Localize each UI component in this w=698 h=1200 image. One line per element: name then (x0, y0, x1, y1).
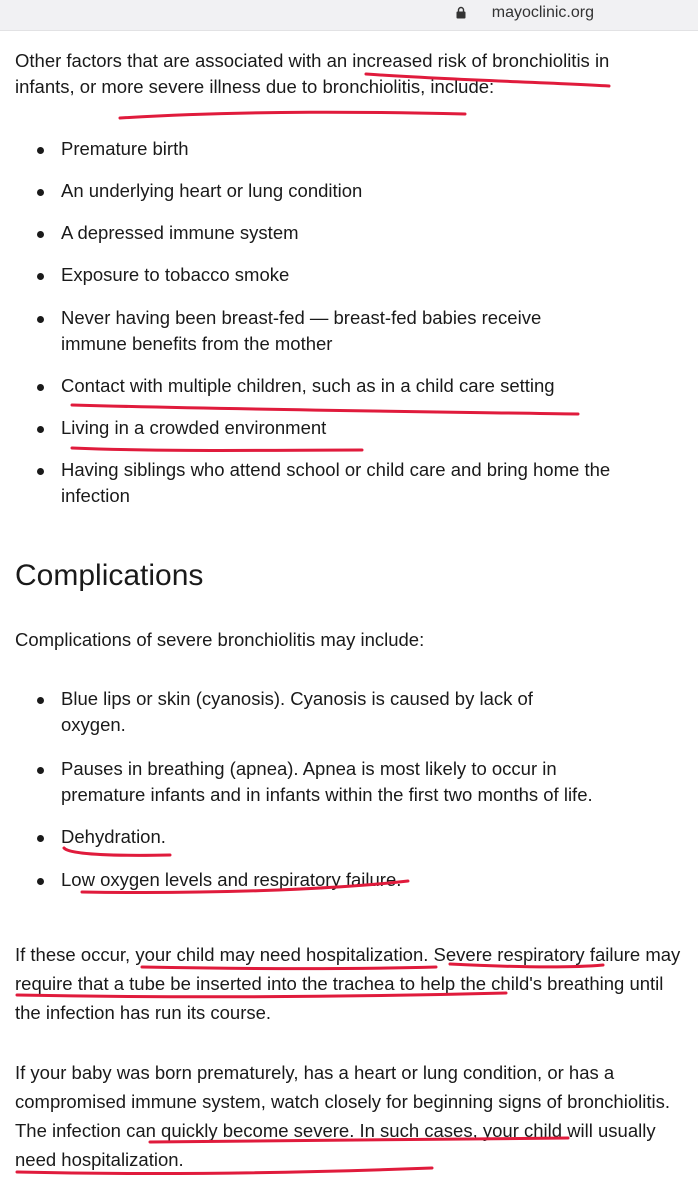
premature-paragraph (15, 1058, 685, 1174)
underline-mark (72, 448, 362, 451)
bullet-icon (37, 697, 44, 704)
lock-icon (456, 6, 466, 19)
bullet-icon (37, 147, 44, 154)
complications-heading: Complications (15, 559, 204, 592)
complication-text: Pauses in breathing (apnea). Apnea is most likely to occur in premature infants and in infants within the first two months of life. (61, 758, 593, 805)
risk-factor-text: Contact with multiple children, such as in a child care setting (61, 375, 555, 396)
risk-intro-paragraph (15, 48, 655, 100)
risk-factor-text: Having siblings who attend school or child care and bring home the infection (61, 459, 611, 506)
complication-text: Blue lips or skin (cyanosis). Cyanosis is caused by lack of oxygen. (61, 688, 533, 735)
underline-mark (120, 112, 465, 118)
browser-url-bar[interactable] (0, 0, 698, 31)
bullet-icon (37, 468, 44, 475)
bullet-icon (37, 316, 44, 323)
risk-factor-text: Living in a crowded environment (61, 417, 327, 438)
bullet-icon (37, 189, 44, 196)
hospitalization-paragraph (15, 940, 685, 1027)
url-text: mayoclinic.org (491, 4, 594, 21)
risk-factor-text: An underlying heart or lung condition (61, 180, 363, 201)
bullet-icon (37, 835, 44, 842)
risk-factor-text: A depressed immune system (61, 222, 299, 243)
bullet-icon (37, 384, 44, 391)
bullet-icon (37, 878, 44, 885)
bullet-icon (37, 273, 44, 280)
bullet-icon (37, 426, 44, 433)
bullet-icon (37, 231, 44, 238)
complication-text: Low oxygen levels and respiratory failure. (61, 869, 402, 890)
underline-mark (72, 405, 578, 414)
premature-text: If your baby was born prematurely, has a heart or lung condition, or has a compromised immune system, watch closely for beginning signs of bronchiolitis. The infection can quickly become severe. In such cases, your child will usually need hospitalization. (15, 1062, 670, 1170)
complications-intro-text: Complications of severe bronchiolitis may include: (15, 629, 425, 650)
risk-factor-text: Premature birth (61, 138, 189, 159)
complications-intro-paragraph (15, 627, 675, 653)
risk-factor-text: Never having been breast-fed — breast-fed babies receive immune benefits from the mother (61, 307, 542, 354)
risk-intro-text: Other factors that are associated with an increased risk of bronchiolitis in infants, or more severe illness due to bronchiolitis, include: (15, 50, 610, 97)
complication-text: Dehydration. (61, 826, 166, 847)
bullet-icon (37, 767, 44, 774)
hospitalization-text: If these occur, your child may need hospitalization. Severe respiratory failure may require that a tube be inserted into the trachea to help the child's breathing until the infection has run its course. (15, 944, 681, 1023)
risk-factor-text: Exposure to tobacco smoke (61, 264, 290, 285)
